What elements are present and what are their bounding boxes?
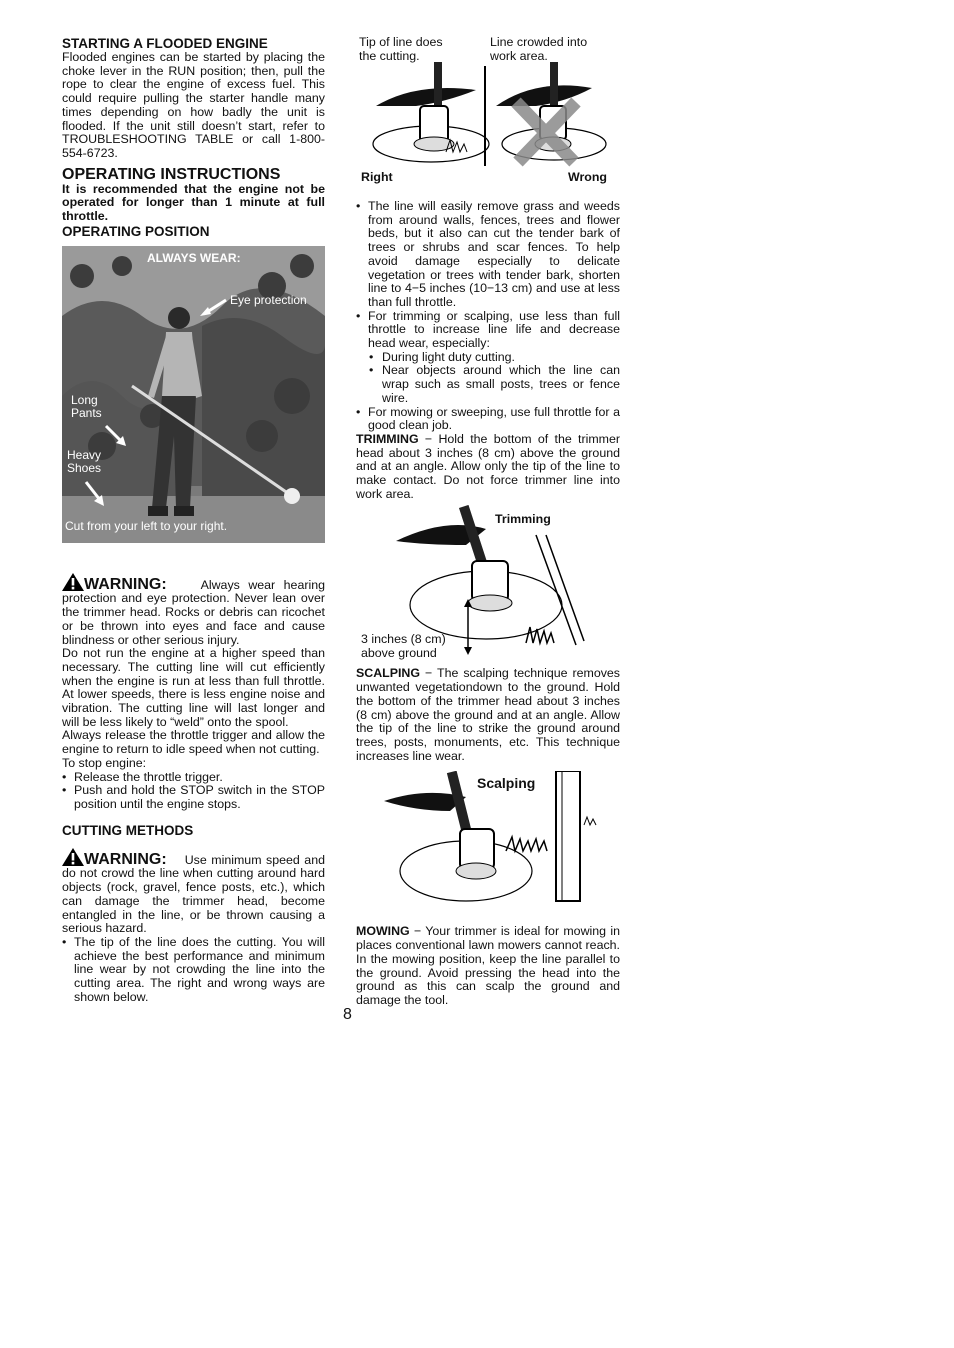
scalping-term: SCALPING [356,666,421,681]
idle-paragraph: Always release the throttle trigger and allow the engine to return to idle speed when not cutting. [62,728,325,757]
mow-list [356,406,620,433]
scalping-figure [356,763,620,925]
warning-label-1: WARNING: [84,575,167,593]
scalping-illustration [376,771,616,921]
trimming-term: TRIMMING [356,431,419,446]
tip-caption-2: the cutting. [359,49,420,63]
right-label: Right [361,170,393,184]
eye-protection-label: Eye protection [230,292,307,307]
list-item: • During light duty cutting. [369,351,620,365]
crowd-caption-1: Line crowded into [490,35,588,49]
trimming-figure [356,501,620,663]
operating-note: It is recommended that the engine not be operated for longer than 1 minute at full throttle. [62,181,325,224]
warning-triangle-icon [62,848,84,866]
warning-label-2: WARNING: [84,850,167,868]
scalping-paragraph [356,667,620,763]
list-item: • For mowing or sweeping, use full throttle for a good clean job. [356,406,620,433]
wrong-label: Wrong [568,170,607,184]
throttle-paragraph: Do not run the engine at a higher speed than necessary. The cutting line will cut efficiently when the engine is run at less than full throttle. At lower speeds, there is less engine noise and vibration. The cutting line will last longer and will be less likely to “weld” onto the spool. [62,646,325,729]
list-item: • Release the throttle trigger. [62,771,325,785]
trim-dim-2: above ground [361,646,437,661]
mowing-paragraph [356,925,620,1007]
flooded-engine-text: Flooded engines can be started by placing the choke lever in the RUN position; then, pull the rope to clear the engine of excess fuel. This could require pulling the starter handle many times depending on how badly the unit is flooded. If the unit still doesn’t start, refer to TROUBLESHOOTING TABLE or call 1-800-554-6723. [62,50,325,160]
list-item: • The line will easily remove grass and weeds from around walls, fences, trees and flower beds, but it also can cut the tender bark of trees or shrubs and scar fences. To help avoid damage especially to delicate vegetation or trees with tender bark, shorten line to 4−5 inches (10−13 cm) and use at less than full throttle. [356,200,620,310]
page-number: 8 [343,1006,352,1023]
operating-position-photo [62,246,325,543]
shoes-arrow-icon [84,480,108,508]
warning-text-2: Use minimum speed and do not crowd the line when cutting around hard objects (rock, gravel, fence posts, etc.), which can damage the trimmer head, become entangled in the line, or be thrown causing a serious hazard. [62,852,325,936]
cutting-methods-heading: CUTTING METHODS [62,822,194,838]
heavy-shoes-label-1: Heavy [67,447,102,462]
warning-block-2 [62,848,325,936]
stop-engine-label: To stop engine: [62,755,147,770]
always-wear-label: ALWAYS WEAR: [147,250,241,265]
trimming-text: − Hold the bottom of the trimmer head about 3 inches (8 cm) above the ground and at an angle. Allow only the tip of the line to make contact. Do not force trimmer line into work area. [356,431,620,501]
cut-direction-label: Cut from your left to your right. [65,518,228,533]
warning-block-1 [62,573,325,648]
heavy-shoes-label-2: Shoes [67,460,102,475]
warning-triangle-icon [62,573,84,591]
scalping-text: − The scalping technique removes unwanted vegetationdown to the ground. Hold the bottom of the trimmer head about 3 inches (8 cm) above the ground and at an angle. Allow the tip of the line to strike the ground around trees, posts, monuments, etc. This technique increases line wear. [356,666,620,763]
crowd-caption-2: work area. [490,49,548,63]
long-pants-label-2: Pants [71,405,102,420]
trimming-paragraph [356,433,620,502]
usage-list [356,200,620,351]
left-column [62,36,325,1004]
eye-arrow-icon [200,298,228,318]
cutting-list [62,936,325,1005]
trim-dim-1: 3 inches (8 cm) [361,632,446,647]
flooded-engine-heading: STARTING A FLOODED ENGINE [62,36,268,51]
pants-arrow-icon [104,424,128,448]
sub-list [369,351,620,406]
list-item: • For trimming or scalping, use less than full throttle to increase line life and decrease head wear, especially: [356,310,620,351]
long-pants-label-1: Long [71,392,98,407]
list-item: • Near objects around which the line can wrap such as small posts, trees or fence wire. [369,364,620,405]
list-item: • The tip of the line does the cutting. You will achieve the best performance and minimum line wear by not crowding the line into the cutting area. The right and wrong ways are shown below. [62,936,325,1005]
right-column [356,36,620,1008]
tip-caption-1: Tip of line does [359,35,443,49]
operating-position-heading: OPERATING POSITION [62,223,210,239]
list-item: • Push and hold the STOP switch in the STOP position until the engine stops. [62,784,325,811]
mowing-term: MOWING [356,924,410,939]
right-wrong-illustration [356,62,620,170]
trimming-fig-title: Trimming [495,512,551,527]
mowing-text: − Your trimmer is ideal for mowing in places conventional lawn mowers cannot reach. In the mowing position, keep the line parallel to the ground. Avoid pressing the head into the ground as this can scalp the ground and damage the tool. [356,924,620,1007]
scalping-fig-title: Scalping [477,775,536,792]
operating-instructions-heading: OPERATING INSTRUCTIONS [62,165,281,183]
warning-text-1: Always wear hearing protection and eye protection. Never lean over the trimmer head. Rocks or debris can ricochet or be thrown into eyes and face and cause blindness or other serious injury. [62,577,325,647]
stop-engine-list [62,771,325,812]
right-wrong-figure [356,36,620,192]
